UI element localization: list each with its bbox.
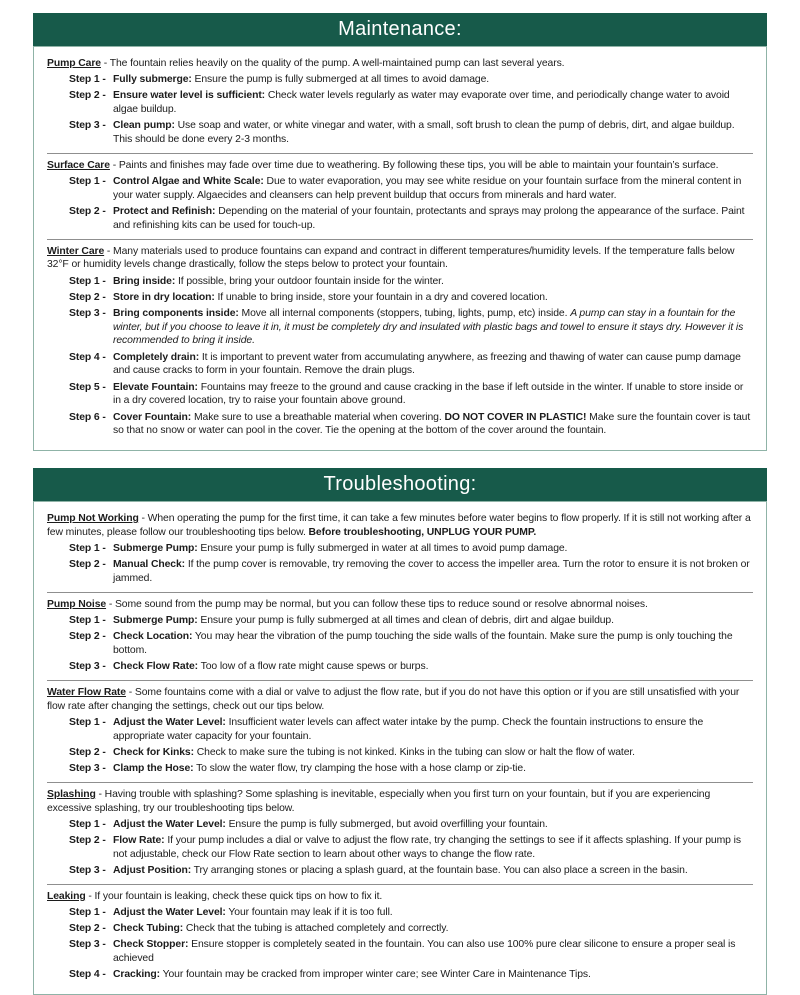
step [69, 746, 753, 760]
step-label: Step 2 - [69, 835, 106, 847]
maintenance-header-title: Maintenance: [338, 18, 462, 41]
step [69, 119, 753, 146]
step [69, 614, 753, 628]
maintenance-block [33, 13, 767, 451]
step-text: Check Location: You may hear the vibration of the pump touching the side walls of the fountain. Make sure the pump is only touching the bottom. [113, 631, 733, 656]
section-pump-care [47, 55, 753, 153]
step-label: Step 2 - [69, 90, 106, 102]
section-intro-text: - If your fountain is leaking, check these quick tips on how to fix it. [85, 890, 383, 902]
step-label: Step 1 - [69, 176, 106, 188]
step-text: Check Tubing: Check that the tubing is attached completely and correctly. [113, 923, 449, 935]
step-topic: Store in dry location: [113, 291, 215, 303]
section-title: Leaking [47, 890, 86, 902]
step-label: Step 3 - [69, 865, 106, 877]
step [69, 89, 753, 116]
step-label: Step 2 - [69, 631, 106, 643]
section-intro-text: - When operating the pump for the first time, it can take a few minutes before water begins to flow properly. If it is still not working after a few minutes, please follow our troubleshooting tips below. [47, 513, 751, 538]
step-topic: Check Tubing: [113, 923, 184, 935]
step-text: Check Stopper: Ensure stopper is completely seated in the fountain. You can also use 100% pure clear silicone to ensure a proper seal is achieved [113, 939, 736, 965]
step-topic: Check Flow Rate: [113, 661, 199, 673]
step [69, 381, 753, 408]
section-intro-text: - Some sound from the pump may be normal, but you can follow these tips to reduce sound or resolve abnormal noises. [106, 598, 648, 610]
section-intro [47, 788, 753, 815]
step-topic: Cracking: [113, 969, 161, 981]
step-label: Step 3 - [69, 120, 106, 132]
step-label: Step 2 - [69, 746, 106, 758]
section-intro [47, 512, 753, 539]
step-text: Cover Fountain: Make sure to use a breathable material when covering. DO NOT COVER IN PLASTIC! Make sure the fountain cover is taut so that no snow or water can pool in the cover. Tie the opening at the bottom of the cover around the fountain. [113, 411, 751, 437]
step [69, 922, 753, 936]
step-topic: Clamp the Hose: [113, 763, 194, 775]
step-label: Step 3 - [69, 939, 106, 951]
step-topic: Bring inside: [113, 275, 176, 287]
step-topic: Control Algae and White Scale: [113, 176, 264, 188]
step-text: Completely drain: It is important to prevent water from accumulating anywhere, as freezing and thawing of water can cause pump damage and cause cracks to form in your fountain. Remove the drain plugs. [113, 351, 741, 377]
step-topic: Submerge Pump: [113, 543, 198, 555]
step [69, 818, 753, 832]
step-label: Step 1 - [69, 716, 106, 728]
section-intro [47, 598, 753, 612]
section-intro-bold: Before troubleshooting, UNPLUG YOUR PUMP. [308, 526, 537, 538]
troubleshooting-panel [33, 501, 767, 995]
step-label: Step 4 - [69, 351, 106, 363]
troubleshooting-block [33, 468, 767, 995]
step-topic: Check Stopper: [113, 939, 189, 951]
section-intro [47, 159, 753, 173]
step-topic: Check for Kinks: [113, 746, 194, 758]
step [69, 351, 753, 378]
step-topic: Elevate Fountain: [113, 381, 198, 393]
step [69, 630, 753, 657]
step-text: Manual Check: If the pump cover is removable, try removing the cover to access the impeller area. Turn the rotor to ensure it is not broken or jammed. [113, 559, 750, 585]
step [69, 73, 753, 87]
section-title: Pump Not Working [47, 513, 139, 525]
step [69, 205, 753, 232]
step-label: Step 4 - [69, 969, 106, 981]
step [69, 307, 753, 348]
section-intro [47, 890, 753, 904]
step-label: Step 3 - [69, 661, 106, 673]
step-topic: Ensure water level is sufficient: [113, 90, 266, 102]
section-title: Surface Care [47, 159, 110, 171]
step-topic: Check Location: [113, 631, 193, 643]
step [69, 542, 753, 556]
section-intro-text: - Having trouble with splashing? Some splashing is inevitable, especially when you first turn on your fountain, but if you are experiencing excessive splashing, try our troubleshooting tips below. [47, 788, 711, 814]
step-topic: Clean pump: [113, 120, 175, 132]
step [69, 968, 753, 982]
maintenance-header [33, 13, 767, 46]
section-splashing [47, 782, 753, 884]
step-text: Submerge Pump: Ensure your pump is fully submerged at all times and clean of debris, dirt and algae buildup. [113, 615, 614, 627]
step-text: Protect and Refinish: Depending on the material of your fountain, protectants and sprays may prolong the appearance of the surface. Paint and refinishing kits can be used for touch-up. [113, 206, 745, 231]
step-topic: Completely drain: [113, 351, 200, 363]
step [69, 411, 753, 438]
step-text: Flow Rate: If your pump includes a dial or valve to adjust the flow rate, try changing the settings to see if it affects splashing. If your pump is not adjustable, check our Flow Rate section to learn about other ways to change the flow rate. [113, 835, 741, 860]
step-text: Elevate Fountain: Fountains may freeze to the ground and cause cracking in the base if left outside in the winter. If unable to store inside or in a dry covered location, try to raise your fountain above ground. [113, 381, 744, 407]
section-pump-noise [47, 592, 753, 680]
section-title: Pump Noise [47, 598, 107, 610]
step-topic: Bring components inside: [113, 308, 239, 320]
step-topic: Submerge Pump: [113, 615, 198, 627]
step-label: Step 1 - [69, 907, 106, 919]
step [69, 275, 753, 289]
step-text: Store in dry location: If unable to bring inside, store your fountain in a dry and covered location. [113, 291, 548, 303]
step-text: Bring inside: If possible, bring your outdoor fountain inside for the winter. [113, 275, 444, 287]
section-title: Water Flow Rate [47, 686, 126, 698]
step-topic: Cover Fountain: [113, 411, 192, 423]
troubleshooting-header-title: Troubleshooting: [323, 473, 477, 496]
step [69, 906, 753, 920]
step-text: Check for Kinks: Check to make sure the tubing is not kinked. Kinks in the tubing can slow or halt the flow of water. [113, 746, 635, 758]
step [69, 660, 753, 674]
step-topic: Protect and Refinish: [113, 206, 216, 218]
section-intro-text: - Some fountains come with a dial or valve to adjust the flow rate, but if you do not have this option or if you are still unsatisfied with your flow rate after changing the settings, check out our tips below. [47, 686, 740, 712]
section-intro [47, 245, 753, 272]
section-leaking [47, 884, 753, 988]
step-label: Step 3 - [69, 308, 106, 320]
step-topic: Manual Check: [113, 559, 186, 571]
step-text: Submerge Pump: Ensure your pump is fully submerged in water at all times to avoid pump damage. [113, 543, 568, 555]
section-intro [47, 686, 753, 713]
section-winter-care [47, 239, 753, 445]
step-label: Step 2 - [69, 923, 106, 935]
step-text: Adjust Position: Try arranging stones or placing a splash guard, at the fountain base. You can also place a screen in the basin. [113, 865, 688, 877]
step-label: Step 6 - [69, 411, 106, 423]
step [69, 762, 753, 776]
step-warning-text: DO NOT COVER IN PLASTIC! [444, 411, 587, 423]
step-topic: Adjust the Water Level: [113, 818, 226, 830]
step-topic: Adjust the Water Level: [113, 716, 226, 728]
step [69, 291, 753, 305]
step-italic-note: A pump can stay in a fountain for the winter, but if you choose to leave it in, it must be completely dry and insulated with plastic bags and towel to ensure it stays dry. However it is recommended to bring it inside. [113, 308, 744, 347]
step-text: Bring components inside: Move all internal components (stoppers, tubing, lights, pump, etc) inside. A pump can stay in a fountain for the winter, but if you choose to leave it in, it must be completely dry and insulated with plastic bags and towel to ensure it stays dry. However it is recommended to bring it inside. [113, 308, 744, 347]
step [69, 834, 753, 861]
section-intro [47, 57, 753, 71]
section-pump-not-working [47, 510, 753, 592]
section-title: Pump Care [47, 58, 101, 69]
step-text: Cracking: Your fountain may be cracked from improper winter care; see Winter Care in Maintenance Tips. [113, 969, 591, 981]
step [69, 716, 753, 743]
step-label: Step 1 - [69, 818, 106, 830]
step-label: Step 1 - [69, 615, 106, 627]
step-label: Step 1 - [69, 543, 106, 555]
step-topic: Adjust the Water Level: [113, 907, 226, 919]
step-topic: Flow Rate: [113, 835, 165, 847]
step-text: Ensure water level is sufficient: Check water levels regularly as water may evaporate over time, and periodically change water to avoid algae buildup. [113, 90, 730, 116]
step-label: Step 1 - [69, 74, 106, 86]
section-intro-text: - Many materials used to produce fountains can expand and contract in different temperatures/humidity levels. If the temperature falls below 32°F or humidity levels change drastically, follow the steps below to protect your fountain. [47, 245, 735, 271]
step-text: Adjust the Water Level: Insufficient water levels can affect water intake by the pump. Check the fountain instructions to ensure the appropriate water capacity for your fountain. [113, 716, 704, 742]
step-text: Clean pump: Use soap and water, or white vinegar and water, with a small, soft brush to clean the pump of debris, dirt, and algae buildup. This should be done every 2-3 months. [113, 120, 735, 146]
step-label: Step 2 - [69, 291, 106, 303]
step-text: Adjust the Water Level: Your fountain may leak if it is too full. [113, 907, 393, 919]
step-topic: Adjust Position: [113, 865, 192, 877]
step-label: Step 3 - [69, 763, 106, 775]
section-title: Winter Care [47, 245, 105, 257]
step [69, 938, 753, 965]
step-label: Step 2 - [69, 559, 106, 571]
step [69, 558, 753, 585]
maintenance-panel [33, 46, 767, 451]
step-label: Step 5 - [69, 381, 106, 393]
section-surface-care [47, 153, 753, 239]
section-intro-text: - The fountain relies heavily on the quality of the pump. A well-maintained pump can last several years. [100, 58, 565, 69]
step-text: Check Flow Rate: Too low of a flow rate might cause spews or burps. [113, 661, 429, 673]
step [69, 864, 753, 878]
step-text: Fully submerge: Ensure the pump is fully submerged at all times to avoid damage. [113, 74, 490, 86]
step-text: Adjust the Water Level: Ensure the pump is fully submerged, but avoid overfilling your fountain. [113, 818, 548, 830]
section-intro-text: - Paints and finishes may fade over time due to weathering. By following these tips, you will be able to maintain your fountain’s surface. [109, 159, 719, 171]
section-water-flow-rate [47, 680, 753, 782]
step [69, 175, 753, 202]
step-label: Step 2 - [69, 206, 106, 218]
step-topic: Fully submerge: [113, 74, 192, 86]
step-text: Control Algae and White Scale: Due to water evaporation, you may see white residue on your fountain surface from the mineral content in your water supply. Algaecides and cleansers can help prevent buildup that occurs from minerals and hard water. [113, 176, 742, 201]
step-label: Step 1 - [69, 275, 106, 287]
section-title: Splashing [47, 788, 96, 800]
troubleshooting-header [33, 468, 767, 501]
step-text: Clamp the Hose: To slow the water flow, try clamping the hose with a hose clamp or zip-tie. [113, 763, 526, 775]
